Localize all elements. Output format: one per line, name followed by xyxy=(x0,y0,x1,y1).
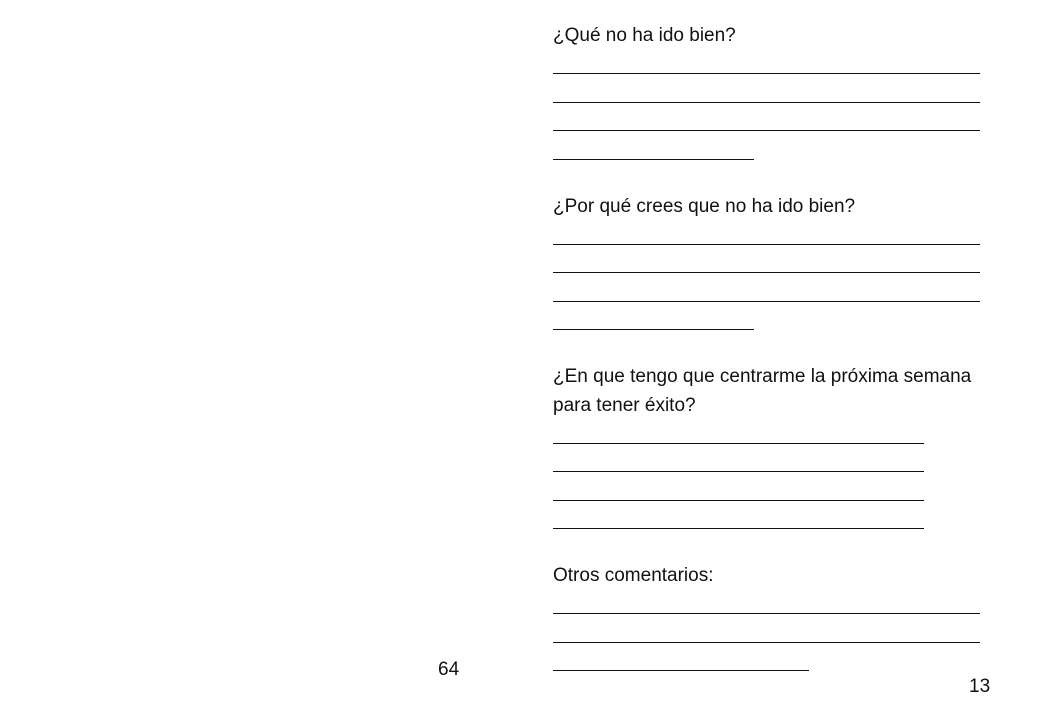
answer-blank-line[interactable] xyxy=(553,506,993,535)
question-section xyxy=(553,363,993,534)
question-text: ¿En que tengo que centrarme la próxima semana para tener éxito? xyxy=(553,366,972,416)
question-section xyxy=(553,193,993,336)
page-number-left: 64 xyxy=(438,659,460,680)
answer-blank-line[interactable] xyxy=(553,79,993,108)
answer-blank-line[interactable] xyxy=(553,619,993,648)
reflection-form xyxy=(553,22,993,676)
answer-blank-line[interactable] xyxy=(553,477,993,506)
answer-blank-line[interactable] xyxy=(553,136,993,165)
question-text: ¿Por qué crees que no ha ido bien? xyxy=(553,195,856,217)
answer-blank-line[interactable] xyxy=(553,250,993,279)
answer-blank-line[interactable] xyxy=(553,221,993,250)
question-text: ¿Qué no ha ido bien? xyxy=(553,25,736,46)
answer-blank-line[interactable] xyxy=(553,51,993,80)
answer-blank-line[interactable] xyxy=(553,420,993,449)
answer-blank-line[interactable] xyxy=(553,648,993,677)
question-section xyxy=(553,22,993,165)
answer-blank-line[interactable] xyxy=(553,108,993,137)
answer-blank-line[interactable] xyxy=(553,449,993,478)
page-number-right: 13 xyxy=(969,676,991,697)
answer-blank-line[interactable] xyxy=(553,591,993,620)
answer-lines xyxy=(553,420,993,534)
answer-blank-line[interactable] xyxy=(553,307,993,336)
answer-blank-line[interactable] xyxy=(553,278,993,307)
question-section xyxy=(553,562,993,676)
answer-lines xyxy=(553,51,993,165)
question-text: Otros comentarios: xyxy=(553,565,714,586)
answer-lines xyxy=(553,221,993,335)
answer-lines xyxy=(553,591,993,677)
